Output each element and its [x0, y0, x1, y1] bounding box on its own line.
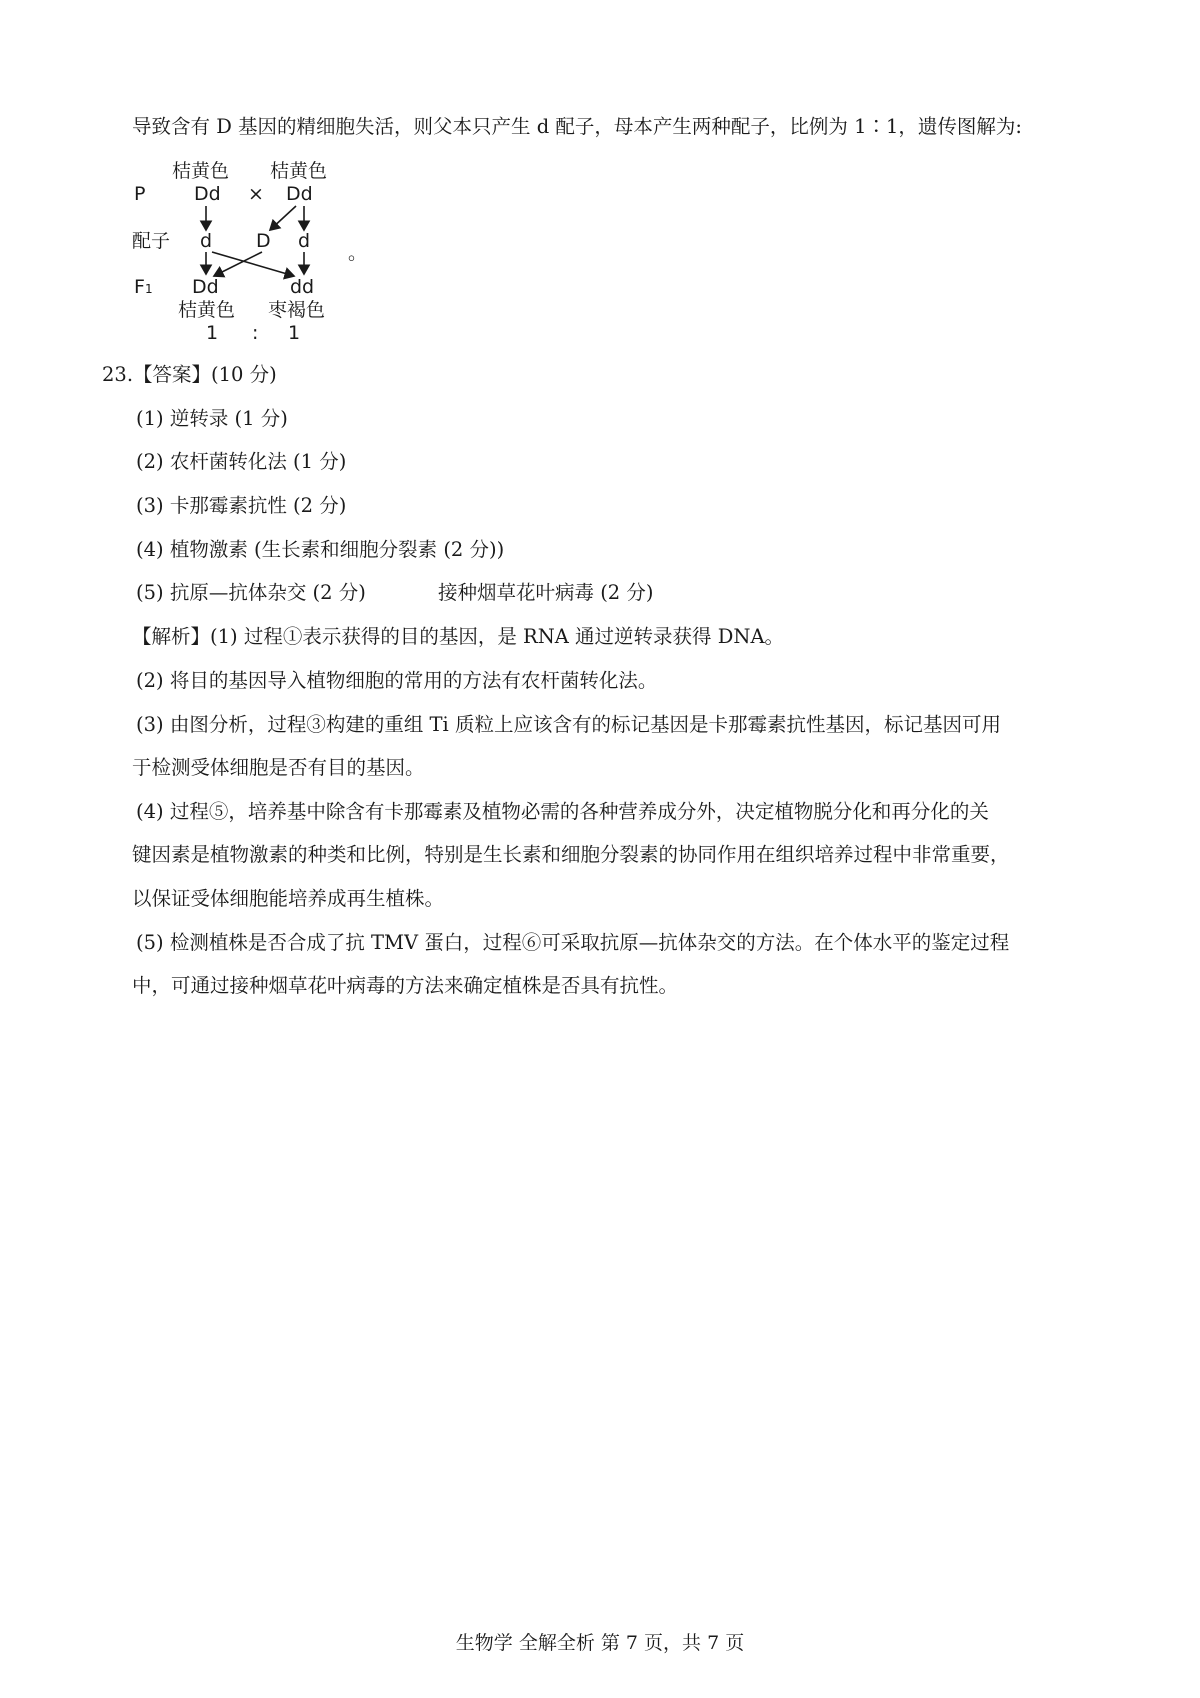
- analysis-5-cont: 中，可通过接种烟草花叶病毒的方法来确定植株是否具有抗性。: [132, 974, 679, 997]
- analysis-4-cont2: 以保证受体细胞能培养成再生植株。: [132, 887, 445, 910]
- answer-3: (3) 卡那霉素抗性 (2 分): [136, 494, 347, 517]
- page-footer: 生物学 全解全析 第 7 页，共 7 页: [455, 1632, 745, 1654]
- answer-5b: 接种烟草花叶病毒 (2 分): [438, 581, 654, 604]
- parent-right-phenotype: 桔黄色: [270, 160, 328, 182]
- q23-heading: 23.【答案】(10 分): [102, 363, 277, 386]
- ratio-left: 1: [206, 322, 219, 344]
- offspring-right-phenotype: 枣褐色: [268, 299, 326, 321]
- analysis-2: (2) 将目的基因导入植物细胞的常用的方法有农杆菌转化法。: [136, 669, 658, 692]
- ratio-colon: :: [252, 322, 259, 344]
- gamete-left: d: [200, 230, 213, 252]
- offspring-left-genotype: Dd: [192, 276, 219, 298]
- f1-label: [134, 276, 153, 300]
- analysis-1: 【解析】(1) 过程①表示获得的目的基因，是 RNA 通过逆转录获得 DNA。: [132, 625, 785, 648]
- gamete-label: 配子: [132, 230, 171, 252]
- parent-right-genotype: Dd: [286, 183, 313, 205]
- analysis-4: (4) 过程⑤，培养基中除含有卡那霉素及植物必需的各种营养成分外，决定植物脱分化和再分化的关: [136, 800, 989, 823]
- answer-2: (2) 农杆菌转化法 (1 分): [136, 450, 347, 473]
- answer-4: (4) 植物激素 (生长素和细胞分裂素 (2 分)): [136, 538, 505, 561]
- parent-left-phenotype: 桔黄色: [172, 160, 230, 182]
- trailing-period: 。: [348, 242, 368, 264]
- offspring-left-phenotype: 桔黄色: [178, 299, 236, 321]
- analysis-3-cont: 于检测受体细胞是否有目的基因。: [132, 756, 425, 779]
- parent-left-genotype: Dd: [194, 183, 221, 205]
- analysis-4-cont: 键因素是植物激素的种类和比例，特别是生长素和细胞分裂素的协同作用在组织培养过程中非常重要，: [132, 843, 1010, 866]
- answer-1: (1) 逆转录 (1 分): [136, 407, 288, 430]
- f1-letter: F: [134, 276, 145, 298]
- answer-5: (5) 抗原—抗体杂交 (2 分): [136, 581, 366, 604]
- f1-subscript: 1: [144, 282, 153, 296]
- ratio-right: 1: [288, 322, 301, 344]
- intro-text: 导致含有 D 基因的精细胞失活，则父本只产生 d 配子，母本产生两种配子，比例为 1∶1，遗传图解为:: [132, 115, 1022, 138]
- p-label: P: [134, 183, 146, 205]
- offspring-right-genotype: dd: [290, 276, 315, 298]
- gamete-mid: D: [256, 230, 271, 252]
- analysis-5: (5) 检测植株是否合成了抗 TMV 蛋白，过程⑥可采取抗原—抗体杂交的方法。在个体水平的鉴定过程: [136, 931, 1010, 954]
- gamete-right: d: [298, 230, 311, 252]
- cross-symbol: ×: [248, 183, 264, 205]
- analysis-3: (3) 由图分析，过程③构建的重组 Ti 质粒上应该含有的标记基因是卡那霉素抗性基因，标记基因可用: [136, 713, 1001, 736]
- genetic-cross-diagram: [132, 160, 370, 378]
